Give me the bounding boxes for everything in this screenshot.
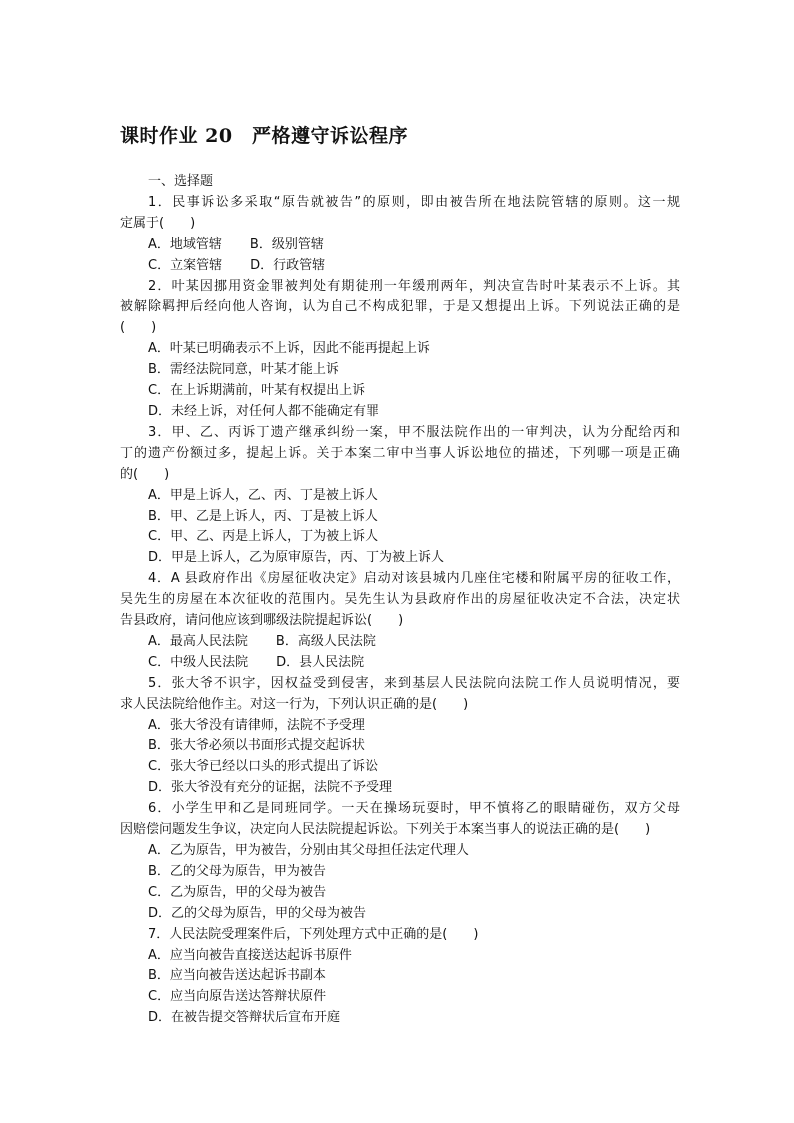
question-stem-line: 4．A 县政府作出《房屋征收决定》启动对该县城内几座住宅楼和附属平房的征收工作， xyxy=(148,571,680,587)
option-row xyxy=(120,632,680,653)
question-stem-line: 2．叶某因挪用资金罪被判处有期徒刑一年缓刑两年，判决宣告时叶某表示不上诉。其 xyxy=(148,278,680,294)
answer-option: B．应当向被告送达起诉书副本 xyxy=(148,968,326,984)
option-row xyxy=(120,904,680,925)
answer-option: A．地域管辖 xyxy=(148,236,222,252)
option-row xyxy=(120,966,680,987)
option-row xyxy=(120,402,680,423)
option-row xyxy=(120,486,680,507)
option-row xyxy=(120,841,680,862)
answer-option: D．在被告提交答辩状后宣布开庭 xyxy=(148,1010,341,1026)
option-row xyxy=(120,946,680,967)
question-3 xyxy=(120,423,680,569)
answer-option: B．高级人民法院 xyxy=(275,633,376,649)
option-row xyxy=(120,235,680,256)
answer-option: D．张大爷没有充分的证据，法院不予受理 xyxy=(148,780,393,796)
option-row xyxy=(120,256,680,277)
answer-option: C．中级人民法院 xyxy=(148,654,249,670)
question-stem-line: ( ) xyxy=(120,320,157,336)
question-6 xyxy=(120,799,680,924)
answer-option: C．甲、乙、丙是上诉人，丁为被上诉人 xyxy=(148,529,379,545)
answer-option: A．乙为原告，甲为被告，分别由其父母担任法定代理人 xyxy=(148,843,469,858)
question-4 xyxy=(120,569,680,674)
answer-option: B．级别管辖 xyxy=(249,236,324,252)
option-row xyxy=(120,716,680,737)
option-row xyxy=(120,987,680,1008)
page-title: 课时作业 20 严格遵守诉讼程序 xyxy=(120,125,409,147)
answer-option: D．未经上诉，对任何人都不能确定有罪 xyxy=(148,403,380,419)
question-stem-line: 5．张大爷不识字，因权益受到侵害，来到基层人民法院向法院工作人员说明情况，要 xyxy=(148,675,680,691)
option-row xyxy=(120,507,680,528)
answer-option: D．乙的父母为原告，甲的父母为被告 xyxy=(148,905,367,921)
question-stem-line: 求人民法院给他作主。对这一行为，下列认识正确的是( ) xyxy=(120,696,469,712)
answer-option: A．最高人民法院 xyxy=(148,633,248,649)
question-1 xyxy=(120,193,680,277)
answer-option: A．叶某已明确表示不上诉，因此不能再提起上诉 xyxy=(148,341,430,357)
option-row xyxy=(120,653,680,674)
option-row xyxy=(120,1008,680,1029)
option-row xyxy=(120,757,680,778)
answer-option: D．甲是上诉人，乙为原审原告，丙、丁为被上诉人 xyxy=(148,550,445,566)
option-row xyxy=(120,527,680,548)
question-stem-line: 7．人民法院受理案件后，下列处理方式中正确的是( ) xyxy=(148,926,479,942)
answer-option: C．张大爷已经以口头的形式提出了诉讼 xyxy=(148,759,379,775)
question-stem-line: 吴先生的房屋在本次征收的范围内。吴先生认为县政府作出的房屋征收决定不合法，决定状 xyxy=(120,592,680,608)
question-stem-line: 的( ) xyxy=(120,466,170,482)
question-5 xyxy=(120,674,680,799)
answer-option: C．立案管辖 xyxy=(148,257,223,273)
answer-option: A．甲是上诉人，乙、丙、丁是被上诉人 xyxy=(148,487,378,503)
question-list xyxy=(120,172,680,1029)
question-stem-line: 告县政府，请问他应该到哪级法院提起诉讼( ) xyxy=(120,613,404,629)
question-stem-line: 被解除羁押后经向他人咨询，认为自己不构成犯罪，于是又想提出上诉。下列说法正确的是 xyxy=(120,299,680,315)
question-stem-line: 1．民事诉讼多采取“原告就被告”的原则，即由被告所在地法院管辖的原则。这一规 xyxy=(148,194,680,210)
answer-option: B．张大爷必须以书面形式提交起诉状 xyxy=(148,738,365,754)
question-2 xyxy=(120,277,680,423)
question-stem-line: 因赔偿问题发生争议，决定向人民法院提起诉讼。下列关于本案当事人的说法正确的是( ) xyxy=(120,822,651,838)
answer-option: B．乙的父母为原告，甲为被告 xyxy=(148,863,326,879)
answer-option: C．乙为原告，甲的父母为被告 xyxy=(148,884,327,900)
answer-option: C．应当向原告送达答辩状原件 xyxy=(148,989,327,1005)
question-stem-line: 定属于( ) xyxy=(120,215,196,231)
answer-option: D．县人民法院 xyxy=(276,654,365,670)
option-row xyxy=(120,778,680,799)
answer-option: D．行政管辖 xyxy=(250,257,326,273)
option-row xyxy=(120,381,680,402)
answer-option: B．甲、乙是上诉人，丙、丁是被上诉人 xyxy=(148,508,378,524)
question-stem-line: 6．小学生甲和乙是同班同学。一天在操场玩耍时，甲不慎将乙的眼睛碰伤，双方父母 xyxy=(148,801,680,817)
answer-option: A．张大爷没有请律师，法院不予受理 xyxy=(148,717,365,733)
question-stem-line: 丁的遗产份额过多，提起上诉。关于本案二审中当事人诉讼地位的描述，下列哪一项是正确 xyxy=(120,445,680,461)
answer-option: A．应当向被告直接送达起诉书原件 xyxy=(148,947,352,963)
option-row xyxy=(120,883,680,904)
question-7 xyxy=(120,925,680,1030)
option-row xyxy=(120,548,680,569)
section-heading: 一、选择题 xyxy=(148,174,214,189)
answer-option: C．在上诉期满前，叶某有权提出上诉 xyxy=(148,383,366,399)
option-row xyxy=(120,360,680,381)
option-row xyxy=(120,736,680,757)
question-stem-line: 3．甲、乙、丙诉丁遗产继承纠纷一案，甲不服法院作出的一审判决，认为分配给丙和 xyxy=(148,424,680,440)
answer-option: B．需经法院同意，叶某才能上诉 xyxy=(148,362,339,378)
option-row xyxy=(120,862,680,883)
option-row xyxy=(120,339,680,360)
